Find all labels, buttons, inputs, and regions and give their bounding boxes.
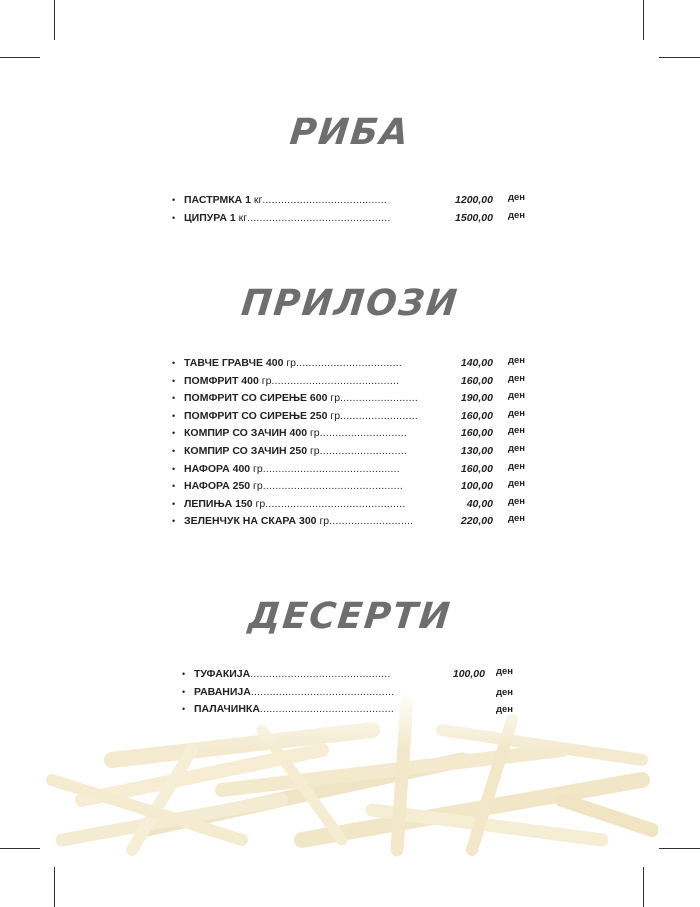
item-price: 140,00 [460, 357, 493, 369]
item-name: ЛЕПИЊА 150 [184, 497, 253, 510]
bullet: • [172, 212, 176, 223]
bullet: • [172, 463, 176, 474]
item-unit: гр [327, 409, 341, 422]
menu-item [182, 666, 513, 684]
menu-list-fish [172, 192, 525, 227]
leader-dots: ............................................ [262, 462, 400, 475]
item-currency: ден [507, 372, 525, 384]
leader-dots: ............................ [319, 444, 407, 457]
item-price: 160,00 [460, 409, 493, 422]
item-currency: ден [507, 407, 525, 419]
item-unit: гр [252, 497, 266, 510]
item-currency: ден [507, 425, 525, 437]
bullet: • [182, 669, 186, 679]
item-unit: гр [316, 515, 330, 528]
item-unit: гр [327, 392, 341, 405]
leader-dots: .............................................. [250, 685, 395, 698]
crop-mark-bottom-left-vertical [54, 867, 55, 907]
item-currency: ден [507, 513, 525, 525]
bullet: • [172, 375, 176, 386]
item-unit: гр [283, 357, 297, 369]
bullet: • [182, 704, 186, 715]
item-name: НАФОРА 400 [184, 462, 251, 475]
menu-item [182, 701, 513, 719]
leader-dots: ......................... [340, 409, 418, 422]
menu-item [172, 496, 525, 514]
item-name: КОМПИР СО ЗАЧИН 400 [184, 427, 308, 440]
item-currency: ден [507, 478, 525, 490]
bullet: • [172, 358, 176, 368]
menu-list-sides [172, 355, 525, 531]
item-currency: ден [507, 442, 525, 454]
bullet: • [172, 393, 176, 404]
item-price: 100,00 [452, 668, 485, 680]
item-currency: ден [507, 192, 525, 203]
bullet: • [182, 686, 186, 697]
menu-item [172, 425, 525, 443]
item-price: 160,00 [460, 374, 493, 387]
bullet: • [172, 410, 176, 421]
menu-item [172, 373, 525, 391]
bullet: • [172, 516, 176, 527]
menu-item [172, 355, 525, 373]
menu-item [172, 443, 525, 461]
menu-item [172, 210, 525, 228]
leader-dots: ........................................... [259, 703, 394, 716]
section-title-fish: РИБА [287, 112, 413, 153]
item-name: РАВАНИЈА [194, 685, 251, 698]
crop-mark-top-right-horizontal [659, 57, 700, 58]
crop-mark-top-left-vertical [54, 0, 55, 40]
crop-mark-bottom-right-horizontal [659, 848, 700, 849]
menu-item [172, 478, 525, 496]
item-unit: гр [250, 480, 263, 493]
item-unit: кг [250, 194, 263, 206]
leader-dots: .............................................. [247, 211, 391, 224]
item-name: ЦИПУРА 1 [184, 211, 236, 224]
item-name: НАФОРА 250 [184, 480, 251, 493]
item-price: 160,00 [460, 462, 493, 475]
leader-dots: ......................... [340, 392, 418, 405]
item-price: 100,00 [460, 480, 493, 493]
item-currency: ден [507, 495, 525, 507]
item-currency: ден [495, 666, 513, 677]
item-name: ТУФАКИЈА [194, 668, 251, 680]
item-price: 40,00 [466, 497, 493, 510]
item-price: 220,00 [460, 515, 493, 528]
item-currency: ден [507, 390, 525, 402]
section-title-sides: ПРИЛОЗИ [239, 283, 461, 324]
leader-dots: ......................................... [271, 374, 400, 387]
item-unit: гр [307, 427, 320, 440]
item-unit: гр [258, 374, 272, 387]
menu-item [172, 461, 525, 479]
item-price: 160,00 [460, 427, 493, 440]
section-title-desserts: ДЕСЕРТИ [246, 596, 454, 637]
item-currency: ден [507, 460, 525, 472]
item-currency: ден [507, 355, 525, 366]
bullet: • [172, 498, 176, 509]
bullet: • [172, 195, 176, 205]
crop-mark-top-left-horizontal [0, 57, 40, 58]
item-name: ЗЕЛЕНЧУК НА СКАРА 300 [184, 515, 317, 528]
bullet: • [172, 481, 176, 492]
item-name: ПАЛАЧИНКА [194, 703, 260, 716]
item-name: ПОМФРИТ СО СИРЕЊЕ 250 [184, 409, 328, 422]
item-unit: кг [235, 211, 248, 224]
item-currency: ден [495, 704, 513, 716]
crop-mark-top-right-vertical [643, 0, 644, 40]
item-price: 190,00 [460, 392, 493, 405]
item-unit: гр [307, 444, 320, 457]
crop-mark-bottom-left-horizontal [0, 848, 40, 849]
leader-dots: .................................. [296, 357, 403, 369]
item-currency: ден [495, 686, 513, 698]
item-name: ПАСТРМКА 1 [184, 194, 251, 206]
leader-dots: ............................................. [250, 668, 391, 680]
leader-dots: ............................................. [262, 480, 404, 493]
item-price: 1500,00 [455, 211, 493, 224]
menu-item [172, 192, 525, 210]
leader-dots: ........................... [329, 515, 414, 528]
item-name: ПОМФРИТ СО СИРЕЊЕ 600 [184, 392, 328, 405]
leader-dots: ............................ [319, 427, 407, 440]
item-price: 1200,00 [455, 194, 493, 206]
bullet: • [172, 445, 176, 456]
menu-item [182, 684, 513, 702]
item-name: ПОМФРИТ 400 [184, 374, 259, 387]
bullet: • [172, 428, 176, 439]
menu-item [172, 390, 525, 408]
menu-item [172, 408, 525, 426]
item-unit: гр [250, 462, 263, 475]
item-name: ТАВЧЕ ГРАВЧЕ 400 [184, 357, 284, 369]
menu-item [172, 513, 525, 531]
menu-list-desserts [182, 666, 513, 719]
item-price: 130,00 [460, 444, 493, 457]
item-currency: ден [507, 209, 525, 221]
item-name: КОМПИР СО ЗАЧИН 250 [184, 444, 308, 457]
leader-dots: ............................................. [265, 497, 406, 510]
crop-mark-bottom-right-vertical [643, 867, 644, 907]
leader-dots: ........................................ [262, 194, 388, 206]
